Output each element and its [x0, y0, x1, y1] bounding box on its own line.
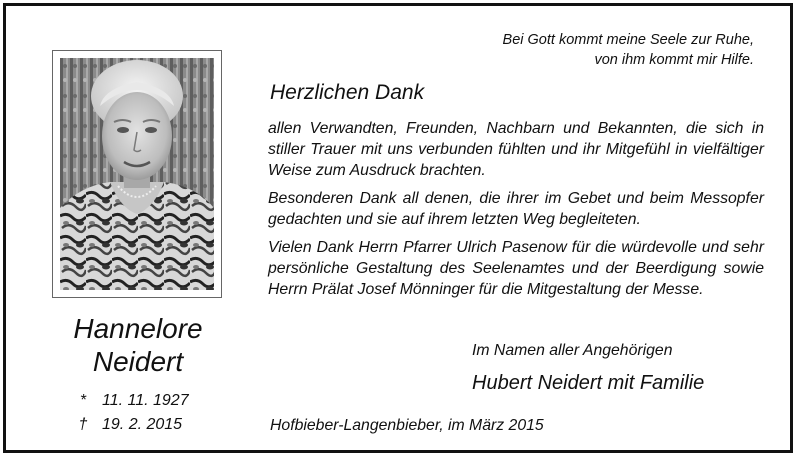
paragraph-relatives: allen Verwandten, Freunden, Nachbarn und Bekannten, die sich in stiller Trauer mit uns verbunden fühlten und ihr Mitgefühl in vielfältiger Weise zum Ausdruck brachten.: [268, 120, 764, 179]
thanks-text: [268, 118, 764, 307]
birth-symbol: *: [79, 392, 87, 409]
verse-line-2: von ihm kommt mir Hilfe.: [594, 52, 754, 68]
paragraph-prayers: Besonderen Dank all denen, die ihrer im Gebet und beim Messopfer gedachten und sie auf ihrem letzten Weg begleiteten.: [268, 190, 764, 228]
place-date: Hofbieber-Langenbieber, im März 2015: [270, 417, 544, 434]
birth-row: [76, 389, 189, 413]
paragraph-clergy: Vielen Dank Herrn Pfarrer Ulrich Pasenow für die würdevolle und sehr persönliche Gestaltung des Seelenamtes und der Beerdigung sowie Herrn Prälat Josef Mönninger für die Mitgestaltung der Messe.: [268, 239, 764, 298]
bible-verse: [503, 30, 754, 70]
deceased-name: [36, 312, 240, 378]
portrait-photo: [60, 58, 214, 290]
portrait-frame: [52, 50, 222, 298]
first-name: Hannelore: [73, 313, 203, 344]
obituary-card: [3, 3, 793, 453]
signer-name: Hubert Neidert mit Familie: [472, 372, 705, 394]
death-row: [76, 413, 189, 437]
cross-icon: †: [78, 416, 88, 433]
thanks-heading: Herzlichen Dank: [270, 81, 425, 104]
last-name: Neidert: [92, 346, 184, 377]
signoff: Im Namen aller Angehörigen: [472, 342, 673, 359]
birth-date: 11. 11. 1927: [102, 392, 189, 409]
verse-line-1: Bei Gott kommt meine Seele zur Ruhe,: [502, 32, 754, 48]
life-dates: [76, 389, 189, 437]
death-date: 19. 2. 2015: [102, 416, 183, 433]
